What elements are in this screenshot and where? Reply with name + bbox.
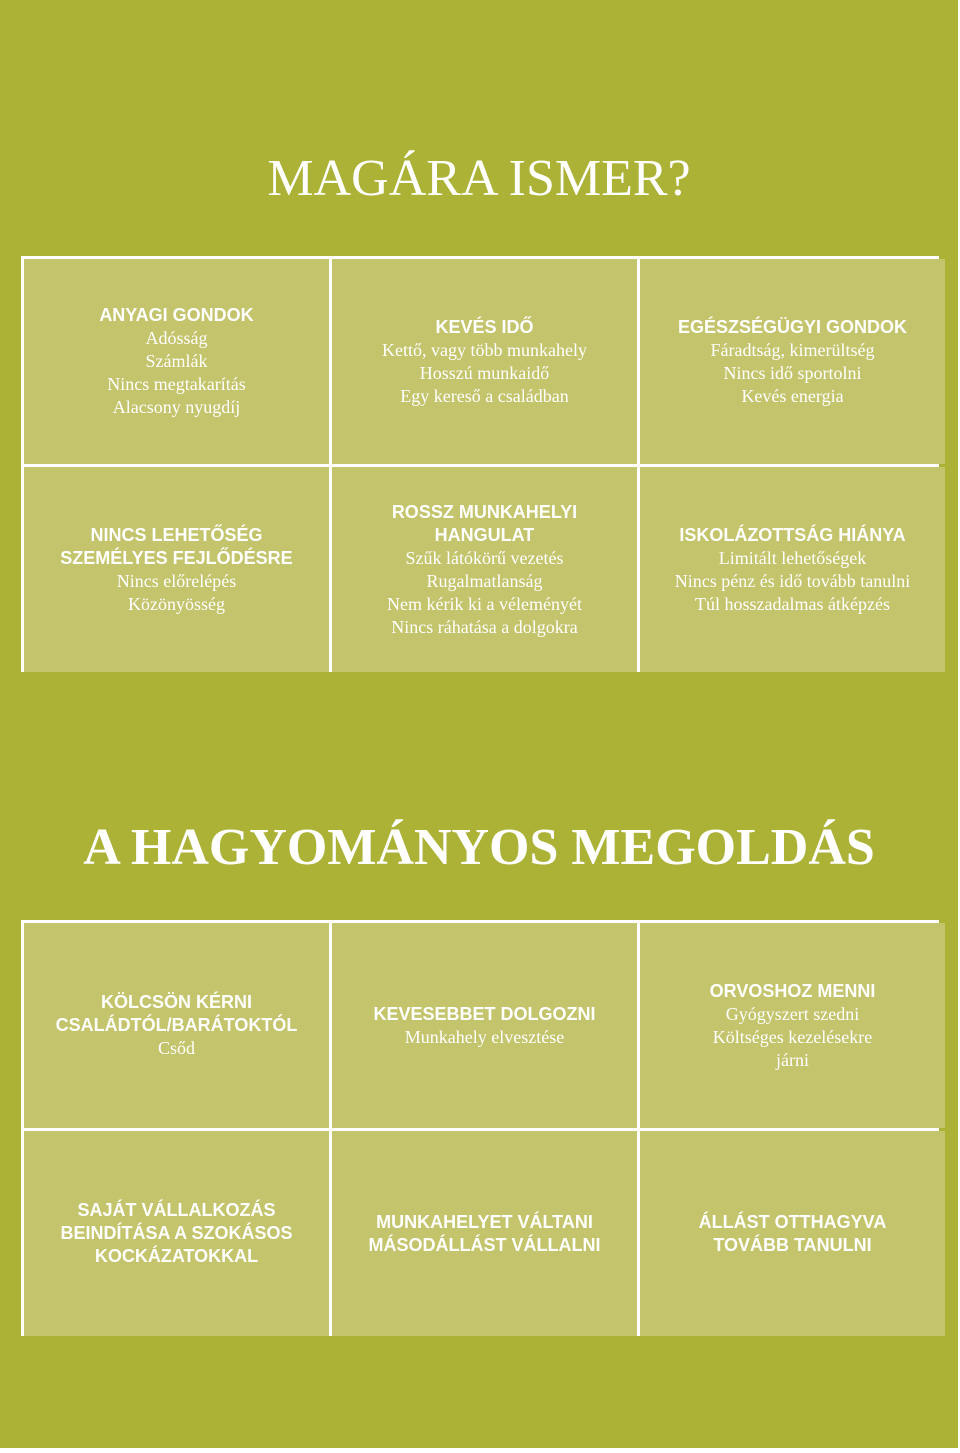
cell-line: Adósság [145, 328, 208, 348]
solution-cell [24, 1131, 329, 1336]
cell-line: Egy kereső a családban [400, 385, 569, 406]
cell-line: Kettő, vagy több munkahely [382, 339, 587, 360]
cell-line: Nem kérik ki a véleményét [387, 593, 582, 614]
problem-cell [332, 259, 637, 464]
solution-cell [640, 1131, 945, 1336]
cell-line: Alacsony nyugdíj [112, 397, 241, 417]
cell-line: Kevés energia [741, 385, 844, 406]
cell-line: Nincs ráhatása a dolgokra [391, 616, 578, 637]
solution-cell [332, 923, 637, 1128]
cell-line: Csőd [157, 1038, 195, 1058]
cell-line: Szűk látókörű vezetés [405, 547, 564, 568]
cell-title: ROSSZ MUNKAHELYI HANGULAT [391, 501, 578, 545]
section-heading-traditional-solution: A HAGYOMÁNYOS MEGOLDÁS [83, 819, 875, 876]
section-heading-recognize: MAGÁRA ISMER? [267, 150, 691, 207]
cell-line: Munkahely elvesztése [404, 1026, 565, 1047]
cell-title: KEVÉS IDŐ [435, 316, 534, 337]
cell-title: KEVESEBBET DOLGOZNI [373, 1003, 596, 1024]
problem-cell [24, 467, 329, 672]
cell-line: járni [776, 1049, 809, 1070]
cell-title: MUNKAHELYET VÁLTANI MÁSODÁLLÁST VÁLLALNI [368, 1211, 601, 1255]
cell-title: SAJÁT VÁLLALKOZÁS BEINDÍTÁSA A SZOKÁSOS KOCKÁZATOKKAL [60, 1200, 293, 1266]
cell-title: NINCS LEHETŐSÉG SZEMÉLYES FEJLŐDÉSRE [60, 524, 293, 568]
solution-cell [332, 1131, 637, 1336]
problems-grid [21, 256, 939, 672]
cell-line: Hosszú munkaidő [419, 362, 550, 383]
problem-cell [640, 259, 945, 464]
cell-line: Limitált lehetőségek [718, 547, 867, 568]
cell-title: KÖLCSÖN KÉRNI CSALÁDTÓL/BARÁTOKTÓL [55, 992, 298, 1035]
cell-line: Nincs megtakarítás [107, 374, 246, 394]
solution-cell [640, 923, 945, 1128]
cell-line: Rugalmatlanság [426, 570, 543, 591]
solutions-grid [21, 920, 939, 1336]
cell-title: ORVOSHOZ MENNI [709, 980, 876, 1001]
cell-title: EGÉSZSÉGÜGYI GONDOK [677, 316, 908, 337]
cell-title: ANYAGI GONDOK [99, 305, 254, 325]
cell-line: Gyógyszert szedni [725, 1003, 860, 1024]
cell-line: Nincs idő sportolni [723, 362, 862, 383]
problem-cell [332, 467, 637, 672]
cell-line: Nincs pénz és idő tovább tanulni [674, 570, 911, 591]
cell-line: Számlák [145, 351, 208, 371]
problem-cell [24, 259, 329, 464]
problem-cell [640, 467, 945, 672]
cell-title: ISKOLÁZOTTSÁG HIÁNYA [679, 524, 906, 545]
cell-title: ÁLLÁST OTTHAGYVA TOVÁBB TANULNI [698, 1211, 887, 1255]
cell-line: Költséges kezelésekre [712, 1026, 873, 1047]
cell-line: Nincs előrelépés [116, 570, 237, 591]
cell-line: Fáradtság, kimerültség [710, 339, 875, 360]
solution-cell [24, 923, 329, 1128]
cell-line: Közönyösség [128, 593, 225, 614]
cell-line: Túl hosszadalmas átképzés [695, 593, 890, 614]
